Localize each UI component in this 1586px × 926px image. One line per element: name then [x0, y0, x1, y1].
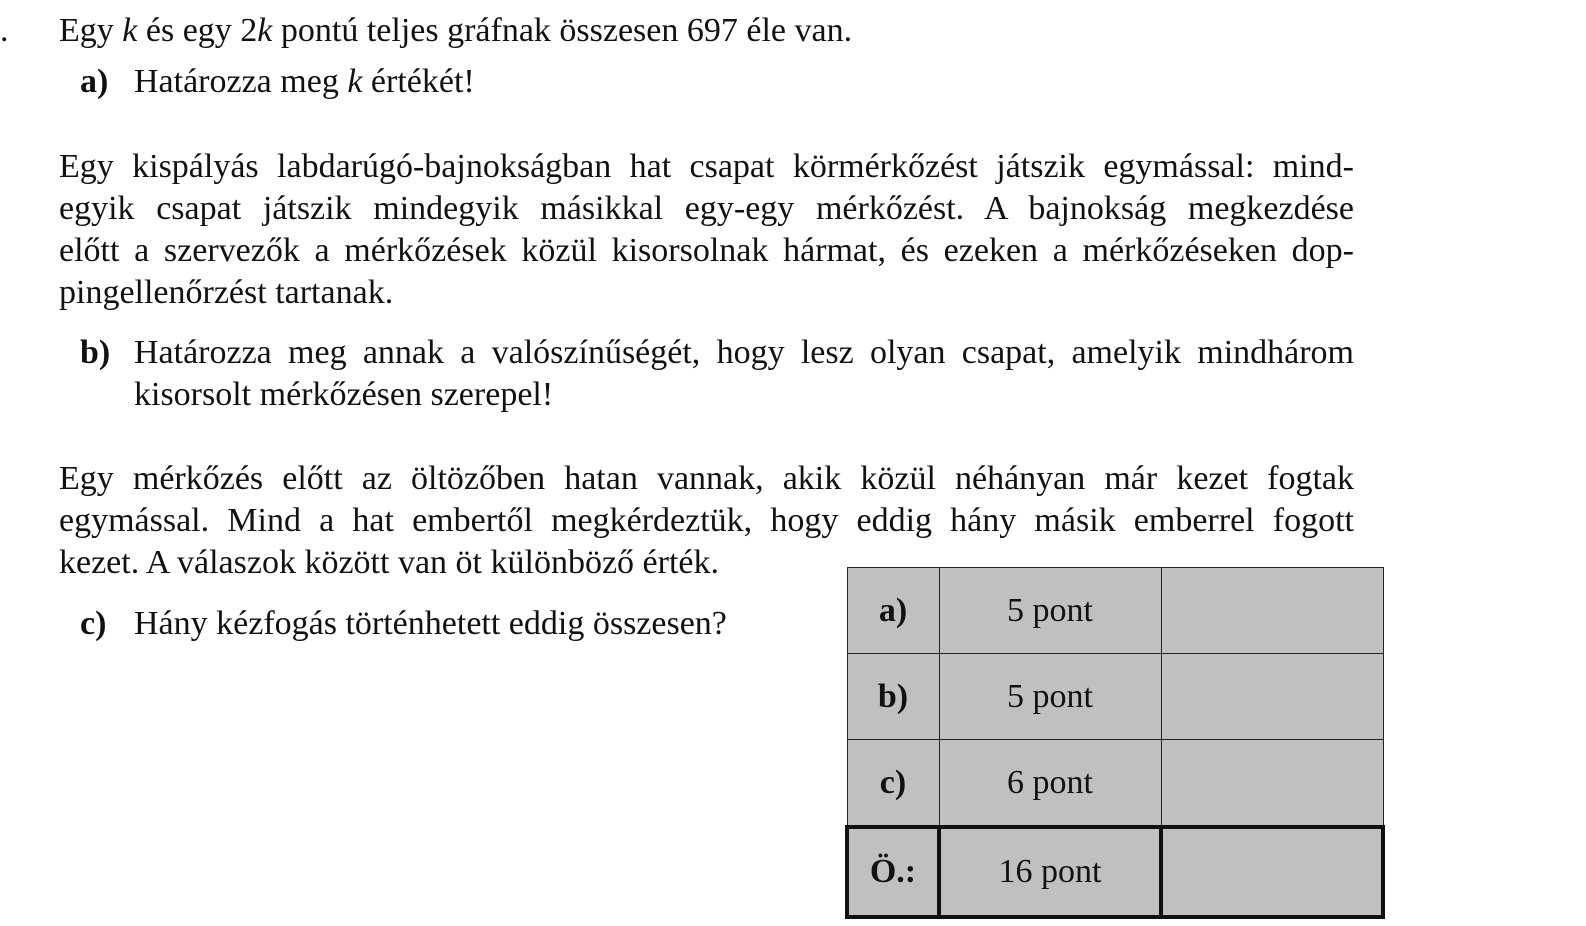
- paragraph-2-line-1: Egy kispályás labdarúgó-bajnokságban hat csapat körmérkőzést játszik egymással: mind-: [59, 148, 1354, 185]
- paragraph-3-line-3: kezet. A válaszok között van öt különböző érték.: [59, 544, 719, 581]
- score-points-a: 5 pont: [939, 568, 1161, 654]
- score-row-a: [847, 568, 1383, 654]
- intro-text-2: és egy 2: [137, 12, 258, 49]
- score-part-a: a): [847, 568, 939, 654]
- score-table: [845, 567, 1385, 919]
- paragraph-2-line-2: egyik csapat játszik mindegyik másikkal egy-egy mérkőzést. A bajnokság megkezdése: [59, 190, 1354, 227]
- score-part-c: c): [847, 740, 939, 828]
- score-row-total: [847, 827, 1383, 917]
- score-points-c: 6 pont: [939, 740, 1161, 828]
- var-k-2: k: [257, 12, 273, 49]
- score-total-label: Ö.:: [847, 827, 939, 917]
- score-points-b: 5 pont: [939, 654, 1161, 740]
- score-part-b: b): [847, 654, 939, 740]
- part-a-question: [134, 61, 475, 103]
- part-a-label: a): [80, 63, 109, 100]
- paragraph-3-line-2: egymással. Mind a hat embertől megkérdeztük, hogy eddig hány másik emberrel fogott: [59, 502, 1354, 539]
- score-total-points: 16 pont: [939, 827, 1161, 917]
- intro-text-1: Egy: [59, 12, 123, 49]
- var-k: k: [122, 12, 138, 49]
- part-b-label: b): [80, 334, 111, 371]
- part-b-question-line-1: Határozza meg annak a valószínűségét, hogy lesz olyan csapat, amelyik mindhárom: [134, 334, 1354, 371]
- paragraph-2-line-3: előtt a szervezők a mérkőzések közül kisorsolnak hármat, és ezeken a mérkőzéseken dop-: [59, 232, 1354, 269]
- intro-text-3: pontú teljes gráfnak összesen 697 éle van.: [272, 12, 853, 49]
- part-c-label: c): [80, 605, 107, 642]
- score-row-c: [847, 740, 1383, 828]
- score-earned-b: [1161, 654, 1383, 740]
- paragraph-2-line-4: pingellenőrzést tartanak.: [59, 274, 394, 311]
- problem-number-marker: .: [0, 12, 9, 49]
- score-total-earned: [1161, 827, 1383, 917]
- part-a-text-2: értékét!: [362, 63, 475, 100]
- score-earned-c: [1161, 740, 1383, 828]
- part-a-var-k: k: [347, 63, 363, 100]
- paragraph-3-line-1: Egy mérkőzés előtt az öltözőben hatan vannak, akik közül néhányan már kezet fogtak: [59, 460, 1354, 497]
- part-c-question: Hány kézfogás történhetett eddig összesen?: [134, 605, 727, 642]
- part-a-text-1: Határozza meg: [134, 63, 348, 100]
- task-intro-line: [59, 10, 852, 52]
- score-earned-a: [1161, 568, 1383, 654]
- part-b-question-line-2: kisorsolt mérkőzésen szerepel!: [134, 376, 554, 413]
- score-row-b: [847, 654, 1383, 740]
